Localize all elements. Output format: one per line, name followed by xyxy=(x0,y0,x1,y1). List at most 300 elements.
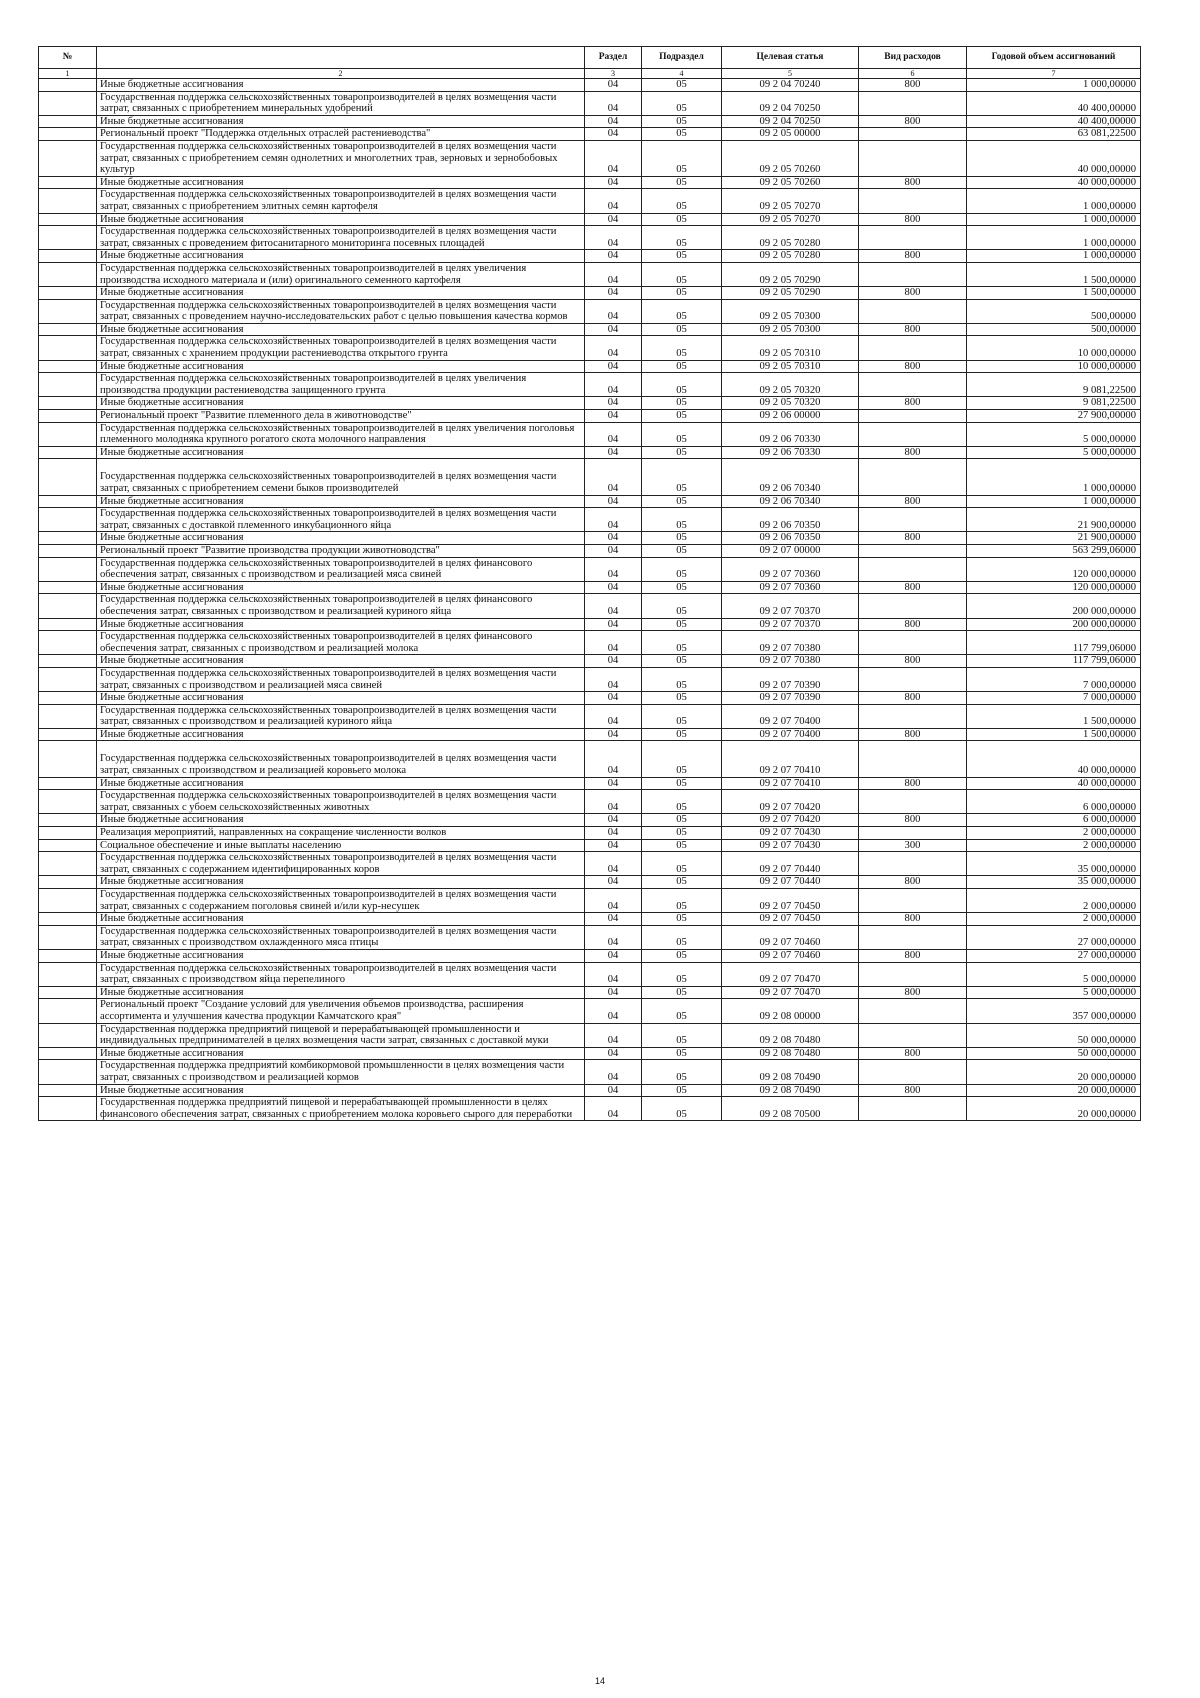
row-number-cell xyxy=(39,226,97,250)
row-amount: 1 000,00000 xyxy=(967,79,1141,92)
row-expense-type: 800 xyxy=(859,814,967,827)
row-amount: 357 000,00000 xyxy=(967,999,1141,1023)
row-number-cell xyxy=(39,741,97,777)
table-row xyxy=(39,949,1141,962)
table-row xyxy=(39,1047,1141,1060)
row-section: 04 xyxy=(585,962,642,986)
row-subsection: 05 xyxy=(642,422,722,446)
row-amount: 20 000,00000 xyxy=(967,1084,1141,1097)
row-section: 04 xyxy=(585,986,642,999)
row-name: Иные бюджетные ассигнования xyxy=(97,1084,585,1097)
table-row xyxy=(39,925,1141,949)
row-section: 04 xyxy=(585,128,642,141)
row-name: Социальное обеспечение и иные выплаты населению xyxy=(97,839,585,852)
row-expense-type xyxy=(859,852,967,876)
column-number-row xyxy=(39,69,1141,79)
row-amount: 1 000,00000 xyxy=(967,250,1141,263)
row-section: 04 xyxy=(585,704,642,728)
row-target: 09 2 08 70480 xyxy=(722,1047,859,1060)
row-section: 04 xyxy=(585,790,642,814)
row-section: 04 xyxy=(585,876,642,889)
row-target: 09 2 07 70390 xyxy=(722,667,859,691)
row-subsection: 05 xyxy=(642,962,722,986)
row-subsection: 05 xyxy=(642,213,722,226)
row-expense-type xyxy=(859,962,967,986)
row-section: 04 xyxy=(585,373,642,397)
row-name: Региональный проект "Поддержка отдельных отраслей растениеводства" xyxy=(97,128,585,141)
row-name: Государственная поддержка сельскохозяйственных товаропроизводителей в целях финансового обеспечения затрат, связанных с производством и реализацией куриного яйца xyxy=(97,594,585,618)
row-number-cell xyxy=(39,949,97,962)
row-amount: 5 000,00000 xyxy=(967,446,1141,459)
row-target: 09 2 05 70300 xyxy=(722,299,859,323)
row-expense-type xyxy=(859,226,967,250)
row-number-cell xyxy=(39,532,97,545)
row-expense-type: 800 xyxy=(859,728,967,741)
row-target: 09 2 05 70320 xyxy=(722,397,859,410)
row-amount: 7 000,00000 xyxy=(967,692,1141,705)
row-number-cell xyxy=(39,79,97,92)
row-target: 09 2 07 70420 xyxy=(722,790,859,814)
row-name: Государственная поддержка сельскохозяйственных товаропроизводителей в целях возмещения части затрат, связанных с производством яйца перепелиного xyxy=(97,962,585,986)
row-amount: 120 000,00000 xyxy=(967,581,1141,594)
table-row xyxy=(39,287,1141,300)
row-target: 09 2 07 70430 xyxy=(722,839,859,852)
row-amount: 1 000,00000 xyxy=(967,189,1141,213)
row-amount: 5 000,00000 xyxy=(967,422,1141,446)
row-subsection: 05 xyxy=(642,544,722,557)
row-target: 09 2 08 70490 xyxy=(722,1060,859,1084)
row-name: Иные бюджетные ассигнования xyxy=(97,115,585,128)
row-amount: 2 000,00000 xyxy=(967,913,1141,926)
row-subsection: 05 xyxy=(642,704,722,728)
table-row xyxy=(39,741,1141,777)
row-number-cell xyxy=(39,777,97,790)
row-section: 04 xyxy=(585,852,642,876)
row-section: 04 xyxy=(585,189,642,213)
row-subsection: 05 xyxy=(642,925,722,949)
row-name: Иные бюджетные ассигнования xyxy=(97,79,585,92)
row-amount: 1 500,00000 xyxy=(967,287,1141,300)
row-number-cell xyxy=(39,962,97,986)
row-target: 09 2 07 70390 xyxy=(722,692,859,705)
row-amount: 2 000,00000 xyxy=(967,827,1141,840)
table-row xyxy=(39,839,1141,852)
row-target: 09 2 04 70250 xyxy=(722,91,859,115)
row-expense-type: 800 xyxy=(859,1047,967,1060)
table-row xyxy=(39,226,1141,250)
row-expense-type xyxy=(859,262,967,286)
table-row xyxy=(39,814,1141,827)
row-expense-type: 800 xyxy=(859,777,967,790)
row-target: 09 2 05 70290 xyxy=(722,262,859,286)
row-target: 09 2 07 70440 xyxy=(722,876,859,889)
row-section: 04 xyxy=(585,397,642,410)
row-target: 09 2 06 70330 xyxy=(722,422,859,446)
row-amount: 9 081,22500 xyxy=(967,397,1141,410)
table-header-row xyxy=(39,47,1141,69)
row-amount: 500,00000 xyxy=(967,323,1141,336)
row-target: 09 2 05 70280 xyxy=(722,226,859,250)
row-name: Иные бюджетные ассигнования xyxy=(97,176,585,189)
row-expense-type xyxy=(859,140,967,176)
row-amount: 1 000,00000 xyxy=(967,226,1141,250)
row-section: 04 xyxy=(585,728,642,741)
table-row xyxy=(39,557,1141,581)
row-subsection: 05 xyxy=(642,986,722,999)
row-section: 04 xyxy=(585,336,642,360)
row-subsection: 05 xyxy=(642,532,722,545)
row-name: Иные бюджетные ассигнования xyxy=(97,986,585,999)
table-row xyxy=(39,876,1141,889)
budget-allocation-table xyxy=(38,46,1141,1121)
row-expense-type xyxy=(859,1023,967,1047)
table-row xyxy=(39,373,1141,397)
row-amount: 1 000,00000 xyxy=(967,213,1141,226)
row-name: Иные бюджетные ассигнования xyxy=(97,446,585,459)
row-section: 04 xyxy=(585,618,642,631)
header-target: Целевая статья xyxy=(722,47,859,69)
row-name: Иные бюджетные ассигнования xyxy=(97,618,585,631)
table-row xyxy=(39,581,1141,594)
row-number-cell xyxy=(39,397,97,410)
row-expense-type xyxy=(859,925,967,949)
row-section: 04 xyxy=(585,176,642,189)
table-row xyxy=(39,446,1141,459)
row-subsection: 05 xyxy=(642,631,722,655)
table-row xyxy=(39,827,1141,840)
row-name: Иные бюджетные ассигнования xyxy=(97,949,585,962)
table-row xyxy=(39,422,1141,446)
row-section: 04 xyxy=(585,631,642,655)
row-expense-type xyxy=(859,790,967,814)
table-row xyxy=(39,410,1141,423)
row-expense-type: 800 xyxy=(859,250,967,263)
header-name xyxy=(97,47,585,69)
row-amount: 500,00000 xyxy=(967,299,1141,323)
row-name: Региональный проект "Развитие производства продукции животноводства" xyxy=(97,544,585,557)
row-number-cell xyxy=(39,115,97,128)
row-amount: 20 000,00000 xyxy=(967,1097,1141,1121)
row-expense-type: 800 xyxy=(859,618,967,631)
row-expense-type xyxy=(859,889,967,913)
row-section: 04 xyxy=(585,91,642,115)
header-subsection: Подраздел xyxy=(642,47,722,69)
table-row xyxy=(39,667,1141,691)
row-expense-type xyxy=(859,422,967,446)
row-name: Государственная поддержка сельскохозяйственных товаропроизводителей в целях возмещения части затрат, связанных с производством и реализацией мяса свиней xyxy=(97,667,585,691)
row-name: Государственная поддержка предприятий пищевой и перерабатывающей промышленности в целях финансового обеспечения затрат, связанных с приобретением молока коровьего сырого для переработки xyxy=(97,1097,585,1121)
row-number-cell xyxy=(39,140,97,176)
table-row xyxy=(39,128,1141,141)
row-number-cell xyxy=(39,839,97,852)
row-target: 09 2 04 70250 xyxy=(722,115,859,128)
row-subsection: 05 xyxy=(642,287,722,300)
table-row xyxy=(39,91,1141,115)
row-name: Государственная поддержка сельскохозяйственных товаропроизводителей в целях увеличения производства продукции растениеводства защищенного грунта xyxy=(97,373,585,397)
row-section: 04 xyxy=(585,115,642,128)
column-number: 3 xyxy=(585,69,642,79)
row-amount: 50 000,00000 xyxy=(967,1047,1141,1060)
row-expense-type xyxy=(859,741,967,777)
row-subsection: 05 xyxy=(642,299,722,323)
row-target: 09 2 06 70330 xyxy=(722,446,859,459)
row-name: Государственная поддержка сельскохозяйственных товаропроизводителей в целях увеличения производства исходного материала и (или) оригинального семенного картофеля xyxy=(97,262,585,286)
header-section: Раздел xyxy=(585,47,642,69)
row-number-cell xyxy=(39,999,97,1023)
row-number-cell xyxy=(39,262,97,286)
row-target: 09 2 07 70360 xyxy=(722,557,859,581)
row-name: Иные бюджетные ассигнования xyxy=(97,692,585,705)
row-number-cell xyxy=(39,373,97,397)
row-name: Иные бюджетные ассигнования xyxy=(97,213,585,226)
row-section: 04 xyxy=(585,777,642,790)
table-row xyxy=(39,913,1141,926)
row-expense-type xyxy=(859,544,967,557)
row-number-cell xyxy=(39,790,97,814)
row-section: 04 xyxy=(585,410,642,423)
row-amount: 1 500,00000 xyxy=(967,728,1141,741)
row-amount: 117 799,06000 xyxy=(967,655,1141,668)
row-target: 09 2 08 70490 xyxy=(722,1084,859,1097)
table-row xyxy=(39,397,1141,410)
row-name: Государственная поддержка сельскохозяйственных товаропроизводителей в целях возмещения части затрат, связанных с приобретением семени быков производителей xyxy=(97,459,585,495)
row-expense-type: 800 xyxy=(859,115,967,128)
row-section: 04 xyxy=(585,999,642,1023)
row-number-cell xyxy=(39,91,97,115)
row-target: 09 2 07 70460 xyxy=(722,925,859,949)
row-name: Иные бюджетные ассигнования xyxy=(97,1047,585,1060)
row-subsection: 05 xyxy=(642,889,722,913)
row-name: Государственная поддержка сельскохозяйственных товаропроизводителей в целях возмещения части затрат, связанных с производством охлажденного мяса птицы xyxy=(97,925,585,949)
row-name: Региональный проект "Создание условий для увеличения объемов производства, расширения ассортимента и улучшения качества продукции Камчатского края" xyxy=(97,999,585,1023)
row-number-cell xyxy=(39,544,97,557)
row-name: Иные бюджетные ассигнования xyxy=(97,728,585,741)
row-target: 09 2 06 70340 xyxy=(722,495,859,508)
row-target: 09 2 04 70240 xyxy=(722,79,859,92)
row-amount: 27 000,00000 xyxy=(967,949,1141,962)
row-subsection: 05 xyxy=(642,655,722,668)
row-number-cell xyxy=(39,692,97,705)
row-number-cell xyxy=(39,594,97,618)
row-amount: 40 000,00000 xyxy=(967,741,1141,777)
table-row xyxy=(39,692,1141,705)
row-section: 04 xyxy=(585,459,642,495)
row-section: 04 xyxy=(585,741,642,777)
row-expense-type: 800 xyxy=(859,1084,967,1097)
row-number-cell xyxy=(39,410,97,423)
row-subsection: 05 xyxy=(642,667,722,691)
row-section: 04 xyxy=(585,508,642,532)
table-row xyxy=(39,495,1141,508)
table-row xyxy=(39,889,1141,913)
row-amount: 563 299,06000 xyxy=(967,544,1141,557)
row-name: Иные бюджетные ассигнования xyxy=(97,397,585,410)
row-number-cell xyxy=(39,1023,97,1047)
row-expense-type xyxy=(859,508,967,532)
row-number-cell xyxy=(39,852,97,876)
row-section: 04 xyxy=(585,79,642,92)
row-expense-type: 800 xyxy=(859,176,967,189)
row-section: 04 xyxy=(585,287,642,300)
row-section: 04 xyxy=(585,692,642,705)
row-amount: 6 000,00000 xyxy=(967,790,1141,814)
row-target: 09 2 07 70410 xyxy=(722,741,859,777)
table-row xyxy=(39,140,1141,176)
row-expense-type: 800 xyxy=(859,323,967,336)
row-target: 09 2 06 00000 xyxy=(722,410,859,423)
row-subsection: 05 xyxy=(642,839,722,852)
table-row xyxy=(39,594,1141,618)
row-section: 04 xyxy=(585,544,642,557)
row-number-cell xyxy=(39,557,97,581)
row-amount: 40 000,00000 xyxy=(967,176,1141,189)
row-name: Государственная поддержка сельскохозяйственных товаропроизводителей в целях возмещения части затрат, связанных с приобретением минеральных удобрений xyxy=(97,91,585,115)
table-row xyxy=(39,189,1141,213)
row-name: Иные бюджетные ассигнования xyxy=(97,581,585,594)
row-subsection: 05 xyxy=(642,397,722,410)
table-row xyxy=(39,213,1141,226)
table-row xyxy=(39,1084,1141,1097)
row-section: 04 xyxy=(585,532,642,545)
row-name: Государственная поддержка сельскохозяйственных товаропроизводителей в целях возмещения части затрат, связанных с убоем сельскохозяйственных животных xyxy=(97,790,585,814)
row-section: 04 xyxy=(585,1097,642,1121)
row-amount: 40 000,00000 xyxy=(967,777,1141,790)
table-row xyxy=(39,299,1141,323)
row-amount: 40 400,00000 xyxy=(967,91,1141,115)
row-target: 09 2 07 70360 xyxy=(722,581,859,594)
table-row xyxy=(39,250,1141,263)
row-target: 09 2 08 00000 xyxy=(722,999,859,1023)
row-section: 04 xyxy=(585,299,642,323)
row-number-cell xyxy=(39,618,97,631)
row-amount: 5 000,00000 xyxy=(967,962,1141,986)
row-subsection: 05 xyxy=(642,336,722,360)
row-name: Государственная поддержка сельскохозяйственных товаропроизводителей в целях возмещения части затрат, связанных с содержанием поголовья свиней и/или кур-несушек xyxy=(97,889,585,913)
row-section: 04 xyxy=(585,262,642,286)
row-subsection: 05 xyxy=(642,777,722,790)
row-expense-type: 800 xyxy=(859,79,967,92)
row-subsection: 05 xyxy=(642,176,722,189)
table-row xyxy=(39,852,1141,876)
row-number-cell xyxy=(39,176,97,189)
column-number: 1 xyxy=(39,69,97,79)
table-row xyxy=(39,115,1141,128)
table-row xyxy=(39,962,1141,986)
row-subsection: 05 xyxy=(642,581,722,594)
row-amount: 5 000,00000 xyxy=(967,986,1141,999)
table-row xyxy=(39,544,1141,557)
row-subsection: 05 xyxy=(642,410,722,423)
row-number-cell xyxy=(39,667,97,691)
row-target: 09 2 05 70260 xyxy=(722,176,859,189)
row-target: 09 2 07 00000 xyxy=(722,544,859,557)
row-amount: 27 000,00000 xyxy=(967,925,1141,949)
row-subsection: 05 xyxy=(642,79,722,92)
row-expense-type xyxy=(859,373,967,397)
row-section: 04 xyxy=(585,360,642,373)
row-target: 09 2 07 70370 xyxy=(722,594,859,618)
row-name: Государственная поддержка сельскохозяйственных товаропроизводителей в целях возмещения части затрат, связанных с производством и реализацией куриного яйца xyxy=(97,704,585,728)
column-number: 6 xyxy=(859,69,967,79)
row-name: Иные бюджетные ассигнования xyxy=(97,360,585,373)
row-name: Государственная поддержка сельскохозяйственных товаропроизводителей в целях возмещения части затрат, связанных с приобретением семян однолетних и многолетних трав, зерновых и зернобобовых культур xyxy=(97,140,585,176)
header-expense-type: Вид расходов xyxy=(859,47,967,69)
row-section: 04 xyxy=(585,655,642,668)
row-name: Реализация мероприятий, направленных на сокращение численности волков xyxy=(97,827,585,840)
row-expense-type: 800 xyxy=(859,287,967,300)
row-number-cell xyxy=(39,913,97,926)
row-target: 09 2 08 70500 xyxy=(722,1097,859,1121)
row-name: Государственная поддержка сельскохозяйственных товаропроизводителей в целях возмещения части затрат, связанных с доставкой племенного инкубационного яйца xyxy=(97,508,585,532)
row-number-cell xyxy=(39,299,97,323)
row-section: 04 xyxy=(585,422,642,446)
row-amount: 2 000,00000 xyxy=(967,889,1141,913)
row-section: 04 xyxy=(585,814,642,827)
row-number-cell xyxy=(39,459,97,495)
row-target: 09 2 07 70380 xyxy=(722,631,859,655)
row-number-cell xyxy=(39,323,97,336)
row-target: 09 2 07 70400 xyxy=(722,704,859,728)
row-amount: 63 081,22500 xyxy=(967,128,1141,141)
row-expense-type xyxy=(859,1097,967,1121)
row-name: Государственная поддержка предприятий комбикормовой промышленности в целях возмещения части затрат, связанных с производством и реализацией кормов xyxy=(97,1060,585,1084)
row-name: Государственная поддержка сельскохозяйственных товаропроизводителей в целях финансового обеспечения затрат, связанных с производством и реализацией молока xyxy=(97,631,585,655)
table-row xyxy=(39,728,1141,741)
row-number-cell xyxy=(39,631,97,655)
table-row xyxy=(39,777,1141,790)
row-expense-type xyxy=(859,667,967,691)
row-target: 09 2 07 70460 xyxy=(722,949,859,962)
row-subsection: 05 xyxy=(642,189,722,213)
row-target: 09 2 05 70320 xyxy=(722,373,859,397)
table-row xyxy=(39,655,1141,668)
row-number-cell xyxy=(39,655,97,668)
row-amount: 117 799,06000 xyxy=(967,631,1141,655)
row-target: 09 2 07 70450 xyxy=(722,889,859,913)
row-name: Иные бюджетные ассигнования xyxy=(97,814,585,827)
row-name: Государственная поддержка предприятий пищевой и перерабатывающей промышленности и индивидуальных предпринимателей в целях возмещения части затрат, связанных с доставкой муки xyxy=(97,1023,585,1047)
row-target: 09 2 07 70470 xyxy=(722,986,859,999)
row-target: 09 2 05 70270 xyxy=(722,213,859,226)
table-row xyxy=(39,79,1141,92)
row-section: 04 xyxy=(585,667,642,691)
row-number-cell xyxy=(39,128,97,141)
row-subsection: 05 xyxy=(642,446,722,459)
row-subsection: 05 xyxy=(642,1097,722,1121)
row-number-cell xyxy=(39,986,97,999)
row-amount: 2 000,00000 xyxy=(967,839,1141,852)
row-amount: 200 000,00000 xyxy=(967,594,1141,618)
row-subsection: 05 xyxy=(642,814,722,827)
row-name: Государственная поддержка сельскохозяйственных товаропроизводителей в целях возмещения части затрат, связанных с хранением продукции растениеводства открытого грунта xyxy=(97,336,585,360)
row-number-cell xyxy=(39,814,97,827)
row-target: 09 2 05 70290 xyxy=(722,287,859,300)
row-amount: 1 500,00000 xyxy=(967,262,1141,286)
row-target: 09 2 07 70370 xyxy=(722,618,859,631)
row-number-cell xyxy=(39,728,97,741)
row-number-cell xyxy=(39,495,97,508)
row-name: Иные бюджетные ассигнования xyxy=(97,250,585,263)
row-number-cell xyxy=(39,213,97,226)
row-expense-type xyxy=(859,299,967,323)
row-name: Иные бюджетные ассигнования xyxy=(97,532,585,545)
table-row xyxy=(39,999,1141,1023)
row-number-cell xyxy=(39,1047,97,1060)
budget-table-sheet xyxy=(38,46,1140,1121)
row-expense-type: 800 xyxy=(859,692,967,705)
row-name: Иные бюджетные ассигнования xyxy=(97,323,585,336)
row-name: Региональный проект "Развитие племенного дела в животноводстве" xyxy=(97,410,585,423)
